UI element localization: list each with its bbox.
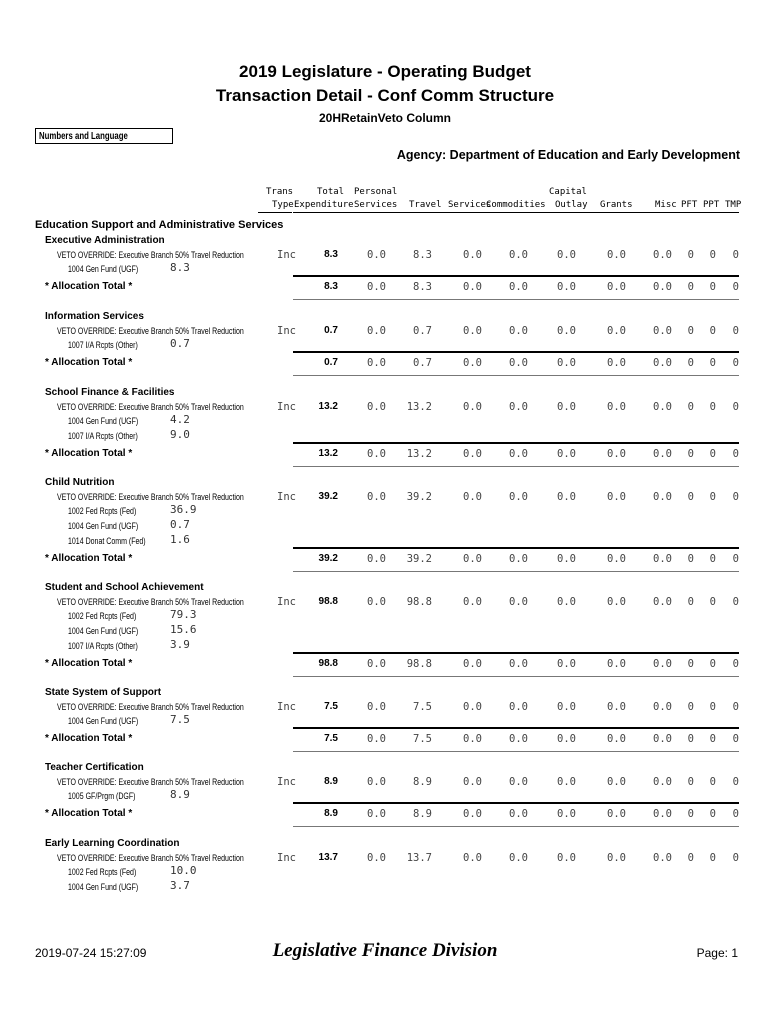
trans-type: Inc bbox=[277, 596, 296, 608]
cell-ppt: 0 bbox=[709, 491, 716, 503]
total-personal: 0.0 bbox=[367, 357, 386, 369]
cell-capital: 0.0 bbox=[557, 249, 576, 261]
header-underline bbox=[293, 212, 739, 213]
cell-commodities: 0.0 bbox=[509, 776, 528, 788]
total-capital: 0.0 bbox=[557, 733, 576, 745]
total-services: 0.0 bbox=[463, 658, 482, 670]
total-ppt: 0 bbox=[709, 281, 716, 293]
allocation-total-row bbox=[0, 733, 770, 747]
cell-total: 39.2 bbox=[318, 491, 338, 502]
transaction-row bbox=[0, 596, 770, 610]
cell-travel: 8.9 bbox=[413, 776, 432, 788]
fund-amount: 3.9 bbox=[170, 638, 190, 651]
fund-amount: 0.7 bbox=[170, 518, 190, 531]
total-misc: 0.0 bbox=[653, 808, 672, 820]
total-commodities: 0.0 bbox=[509, 808, 528, 820]
fund-source: 1004 Gen Fund (UGF) bbox=[68, 882, 139, 892]
total-travel: 0.7 bbox=[413, 357, 432, 369]
cell-tmp: 0 bbox=[732, 325, 739, 337]
trans-type: Inc bbox=[277, 401, 296, 413]
cell-misc: 0.0 bbox=[653, 249, 672, 261]
transaction-row bbox=[0, 701, 770, 715]
allocation-total-row bbox=[0, 357, 770, 371]
cell-personal: 0.0 bbox=[367, 249, 386, 261]
fund-source: 1004 Gen Fund (UGF) bbox=[68, 264, 139, 274]
total-rule bbox=[293, 802, 739, 804]
total-total: 8.9 bbox=[324, 808, 338, 819]
col-total-1: Total bbox=[317, 187, 345, 197]
transaction-description: VETO OVERRIDE: Executive Branch 50% Travel Reduction bbox=[57, 597, 244, 607]
col-misc: Misc bbox=[655, 200, 677, 210]
cell-tmp: 0 bbox=[732, 249, 739, 261]
report-title: 2019 Legislature - Operating Budget bbox=[239, 62, 531, 81]
total-tmp: 0 bbox=[732, 808, 739, 820]
total-pft: 0 bbox=[687, 808, 694, 820]
cell-grants: 0.0 bbox=[607, 596, 626, 608]
cell-grants: 0.0 bbox=[607, 325, 626, 337]
total-pft: 0 bbox=[687, 448, 694, 460]
cell-capital: 0.0 bbox=[557, 491, 576, 503]
cell-tmp: 0 bbox=[732, 701, 739, 713]
cell-misc: 0.0 bbox=[653, 491, 672, 503]
cell-grants: 0.0 bbox=[607, 401, 626, 413]
total-services: 0.0 bbox=[463, 808, 482, 820]
tab-label: Numbers and Language bbox=[39, 131, 128, 142]
cell-personal: 0.0 bbox=[367, 325, 386, 337]
col-commodities: Commodities bbox=[486, 200, 546, 210]
fund-amount: 79.3 bbox=[170, 608, 197, 621]
cell-capital: 0.0 bbox=[557, 701, 576, 713]
cell-commodities: 0.0 bbox=[509, 491, 528, 503]
total-underline bbox=[293, 466, 739, 467]
allocation-name: State System of Support bbox=[45, 687, 162, 698]
cell-travel: 39.2 bbox=[406, 491, 432, 503]
total-commodities: 0.0 bbox=[509, 357, 528, 369]
total-total: 0.7 bbox=[324, 357, 338, 368]
cell-misc: 0.0 bbox=[653, 701, 672, 713]
col-capital-2: Outlay bbox=[555, 200, 588, 210]
transaction-description: VETO OVERRIDE: Executive Branch 50% Travel Reduction bbox=[57, 853, 244, 863]
total-personal: 0.0 bbox=[367, 448, 386, 460]
cell-total: 8.3 bbox=[324, 249, 338, 260]
cell-ppt: 0 bbox=[709, 701, 716, 713]
cell-services: 0.0 bbox=[463, 491, 482, 503]
cell-personal: 0.0 bbox=[367, 491, 386, 503]
total-pft: 0 bbox=[687, 357, 694, 369]
transaction-row bbox=[0, 325, 770, 339]
fund-amount: 36.9 bbox=[170, 503, 197, 516]
total-ppt: 0 bbox=[709, 808, 716, 820]
cell-pft: 0 bbox=[687, 701, 694, 713]
cell-grants: 0.0 bbox=[607, 491, 626, 503]
transaction-description: VETO OVERRIDE: Executive Branch 50% Travel Reduction bbox=[57, 326, 244, 336]
agency-title: Agency: Department of Education and Early Development bbox=[396, 148, 740, 162]
fund-amount: 8.9 bbox=[170, 788, 190, 801]
total-rule bbox=[293, 547, 739, 549]
total-rule bbox=[293, 442, 739, 444]
cell-grants: 0.0 bbox=[607, 249, 626, 261]
cell-commodities: 0.0 bbox=[509, 701, 528, 713]
cell-travel: 13.7 bbox=[406, 852, 432, 864]
cell-pft: 0 bbox=[687, 776, 694, 788]
allocation-total-label: * Allocation Total * bbox=[45, 448, 133, 459]
allocation-total-row bbox=[0, 808, 770, 822]
allocation-name: Student and School Achievement bbox=[45, 582, 204, 593]
cell-ppt: 0 bbox=[709, 401, 716, 413]
allocation-name: Information Services bbox=[45, 311, 144, 322]
transaction-description: VETO OVERRIDE: Executive Branch 50% Travel Reduction bbox=[57, 250, 244, 260]
total-pft: 0 bbox=[687, 733, 694, 745]
cell-travel: 8.3 bbox=[413, 249, 432, 261]
allocation-name: Early Learning Coordination bbox=[45, 838, 180, 849]
total-grants: 0.0 bbox=[607, 808, 626, 820]
total-personal: 0.0 bbox=[367, 281, 386, 293]
fund-source: 1004 Gen Fund (UGF) bbox=[68, 626, 139, 636]
total-services: 0.0 bbox=[463, 448, 482, 460]
total-underline bbox=[293, 299, 739, 300]
fund-amount: 0.7 bbox=[170, 337, 190, 350]
total-total: 98.8 bbox=[318, 658, 338, 669]
allocation-total-label: * Allocation Total * bbox=[45, 733, 133, 744]
cell-personal: 0.0 bbox=[367, 401, 386, 413]
allocation-total-label: * Allocation Total * bbox=[45, 553, 133, 564]
footer-timestamp: 2019-07-24 15:27:09 bbox=[35, 946, 147, 960]
cell-personal: 0.0 bbox=[367, 852, 386, 864]
cell-services: 0.0 bbox=[463, 249, 482, 261]
cell-pft: 0 bbox=[687, 596, 694, 608]
footer-page-number: Page: 1 bbox=[696, 946, 738, 960]
cell-ppt: 0 bbox=[709, 596, 716, 608]
total-commodities: 0.0 bbox=[509, 281, 528, 293]
cell-grants: 0.0 bbox=[607, 852, 626, 864]
transaction-row bbox=[0, 249, 770, 263]
fund-source: 1014 Donat Comm (Fed) bbox=[68, 536, 146, 546]
cell-ppt: 0 bbox=[709, 249, 716, 261]
col-trans-1: Trans bbox=[266, 187, 294, 197]
trans-type: Inc bbox=[277, 325, 296, 337]
total-grants: 0.0 bbox=[607, 448, 626, 460]
transaction-description: VETO OVERRIDE: Executive Branch 50% Travel Reduction bbox=[57, 402, 244, 412]
fund-amount: 8.3 bbox=[170, 261, 190, 274]
total-tmp: 0 bbox=[732, 448, 739, 460]
total-underline bbox=[293, 375, 739, 376]
fund-source: 1002 Fed Rcpts (Fed) bbox=[68, 867, 137, 877]
cell-pft: 0 bbox=[687, 325, 694, 337]
cell-capital: 0.0 bbox=[557, 401, 576, 413]
allocation-total-label: * Allocation Total * bbox=[45, 281, 133, 292]
total-travel: 13.2 bbox=[406, 448, 432, 460]
fund-amount: 4.2 bbox=[170, 413, 190, 426]
fund-source: 1002 Fed Rcpts (Fed) bbox=[68, 611, 137, 621]
total-ppt: 0 bbox=[709, 357, 716, 369]
allocation-total-label: * Allocation Total * bbox=[45, 357, 133, 368]
cell-services: 0.0 bbox=[463, 325, 482, 337]
fund-amount: 9.0 bbox=[170, 428, 190, 441]
cell-services: 0.0 bbox=[463, 596, 482, 608]
total-total: 7.5 bbox=[324, 733, 338, 744]
fund-source: 1007 I/A Rcpts (Other) bbox=[68, 431, 138, 441]
cell-travel: 98.8 bbox=[406, 596, 432, 608]
cell-pft: 0 bbox=[687, 852, 694, 864]
cell-ppt: 0 bbox=[709, 325, 716, 337]
cell-capital: 0.0 bbox=[557, 325, 576, 337]
total-personal: 0.0 bbox=[367, 553, 386, 565]
cell-personal: 0.0 bbox=[367, 596, 386, 608]
header-underline bbox=[258, 212, 292, 213]
cell-commodities: 0.0 bbox=[509, 401, 528, 413]
transaction-description: VETO OVERRIDE: Executive Branch 50% Travel Reduction bbox=[57, 702, 244, 712]
total-travel: 8.9 bbox=[413, 808, 432, 820]
transaction-row bbox=[0, 852, 770, 866]
total-commodities: 0.0 bbox=[509, 448, 528, 460]
total-misc: 0.0 bbox=[653, 448, 672, 460]
cell-capital: 0.0 bbox=[557, 596, 576, 608]
cell-misc: 0.0 bbox=[653, 776, 672, 788]
cell-commodities: 0.0 bbox=[509, 249, 528, 261]
col-grants: Grants bbox=[600, 200, 633, 210]
cell-misc: 0.0 bbox=[653, 852, 672, 864]
total-misc: 0.0 bbox=[653, 733, 672, 745]
col-personal-1: Personal bbox=[354, 187, 398, 197]
allocation-total-row bbox=[0, 553, 770, 567]
cell-total: 0.7 bbox=[324, 325, 338, 336]
transaction-row bbox=[0, 401, 770, 415]
cell-pft: 0 bbox=[687, 401, 694, 413]
fund-source: 1005 GF/Prgm (DGF) bbox=[68, 791, 136, 801]
total-pft: 0 bbox=[687, 658, 694, 670]
fund-source: 1004 Gen Fund (UGF) bbox=[68, 716, 139, 726]
column-name: 20HRetainVeto Column bbox=[318, 111, 452, 125]
transaction-row bbox=[0, 491, 770, 505]
cell-capital: 0.0 bbox=[557, 852, 576, 864]
cell-misc: 0.0 bbox=[653, 596, 672, 608]
total-travel: 7.5 bbox=[413, 733, 432, 745]
total-grants: 0.0 bbox=[607, 733, 626, 745]
transaction-description: VETO OVERRIDE: Executive Branch 50% Travel Reduction bbox=[57, 492, 244, 502]
cell-tmp: 0 bbox=[732, 852, 739, 864]
total-grants: 0.0 bbox=[607, 357, 626, 369]
fund-source: 1002 Fed Rcpts (Fed) bbox=[68, 506, 137, 516]
cell-services: 0.0 bbox=[463, 701, 482, 713]
total-capital: 0.0 bbox=[557, 281, 576, 293]
fund-source: 1007 I/A Rcpts (Other) bbox=[68, 641, 138, 651]
total-services: 0.0 bbox=[463, 733, 482, 745]
total-tmp: 0 bbox=[732, 357, 739, 369]
total-personal: 0.0 bbox=[367, 658, 386, 670]
cell-grants: 0.0 bbox=[607, 701, 626, 713]
trans-type: Inc bbox=[277, 776, 296, 788]
cell-misc: 0.0 bbox=[653, 401, 672, 413]
total-personal: 0.0 bbox=[367, 733, 386, 745]
trans-type: Inc bbox=[277, 852, 296, 864]
cell-services: 0.0 bbox=[463, 852, 482, 864]
total-rule bbox=[293, 652, 739, 654]
total-travel: 39.2 bbox=[406, 553, 432, 565]
cell-tmp: 0 bbox=[732, 491, 739, 503]
total-services: 0.0 bbox=[463, 357, 482, 369]
fund-source: 1004 Gen Fund (UGF) bbox=[68, 521, 139, 531]
fund-source: 1004 Gen Fund (UGF) bbox=[68, 416, 139, 426]
cell-ppt: 0 bbox=[709, 776, 716, 788]
cell-total: 7.5 bbox=[324, 701, 338, 712]
cell-tmp: 0 bbox=[732, 776, 739, 788]
allocation-name: School Finance & Facilities bbox=[45, 387, 175, 398]
total-travel: 8.3 bbox=[413, 281, 432, 293]
total-misc: 0.0 bbox=[653, 553, 672, 565]
cell-services: 0.0 bbox=[463, 401, 482, 413]
trans-type: Inc bbox=[277, 491, 296, 503]
total-total: 13.2 bbox=[318, 448, 338, 459]
cell-pft: 0 bbox=[687, 249, 694, 261]
total-capital: 0.0 bbox=[557, 553, 576, 565]
fund-source: 1007 I/A Rcpts (Other) bbox=[68, 340, 138, 350]
total-grants: 0.0 bbox=[607, 658, 626, 670]
cell-capital: 0.0 bbox=[557, 776, 576, 788]
total-rule bbox=[293, 275, 739, 277]
total-capital: 0.0 bbox=[557, 448, 576, 460]
cell-total: 98.8 bbox=[318, 596, 338, 607]
total-tmp: 0 bbox=[732, 553, 739, 565]
total-personal: 0.0 bbox=[367, 808, 386, 820]
transaction-description: VETO OVERRIDE: Executive Branch 50% Travel Reduction bbox=[57, 777, 244, 787]
footer-division: Legislative Finance Division bbox=[272, 940, 498, 961]
cell-pft: 0 bbox=[687, 491, 694, 503]
cell-grants: 0.0 bbox=[607, 776, 626, 788]
total-misc: 0.0 bbox=[653, 281, 672, 293]
total-rule bbox=[293, 727, 739, 729]
cell-total: 13.7 bbox=[318, 852, 338, 863]
report-subtitle: Transaction Detail - Conf Comm Structure bbox=[215, 86, 555, 105]
allocation-name: Child Nutrition bbox=[45, 477, 115, 488]
cell-total: 13.2 bbox=[318, 401, 338, 412]
cell-personal: 0.0 bbox=[367, 701, 386, 713]
col-capital-1: Capital bbox=[549, 187, 587, 197]
total-total: 39.2 bbox=[318, 553, 338, 564]
total-misc: 0.0 bbox=[653, 658, 672, 670]
cell-travel: 13.2 bbox=[406, 401, 432, 413]
numbers-language-tab[interactable] bbox=[35, 128, 173, 144]
total-ppt: 0 bbox=[709, 553, 716, 565]
cell-travel: 0.7 bbox=[413, 325, 432, 337]
total-capital: 0.0 bbox=[557, 808, 576, 820]
col-total-2: Expenditure bbox=[294, 200, 354, 210]
cell-commodities: 0.0 bbox=[509, 852, 528, 864]
cell-commodities: 0.0 bbox=[509, 596, 528, 608]
total-pft: 0 bbox=[687, 281, 694, 293]
total-services: 0.0 bbox=[463, 553, 482, 565]
total-travel: 98.8 bbox=[406, 658, 432, 670]
total-capital: 0.0 bbox=[557, 658, 576, 670]
col-tmp: TMP bbox=[725, 200, 742, 210]
total-total: 8.3 bbox=[324, 281, 338, 292]
allocation-total-label: * Allocation Total * bbox=[45, 808, 133, 819]
cell-travel: 7.5 bbox=[413, 701, 432, 713]
total-underline bbox=[293, 676, 739, 677]
total-underline bbox=[293, 826, 739, 827]
total-commodities: 0.0 bbox=[509, 553, 528, 565]
total-grants: 0.0 bbox=[607, 281, 626, 293]
allocation-total-label: * Allocation Total * bbox=[45, 658, 133, 669]
cell-tmp: 0 bbox=[732, 401, 739, 413]
cell-total: 8.9 bbox=[324, 776, 338, 787]
total-pft: 0 bbox=[687, 553, 694, 565]
total-underline bbox=[293, 571, 739, 572]
fund-amount: 10.0 bbox=[170, 864, 197, 877]
total-tmp: 0 bbox=[732, 658, 739, 670]
total-ppt: 0 bbox=[709, 733, 716, 745]
allocation-total-row bbox=[0, 448, 770, 462]
total-underline bbox=[293, 751, 739, 752]
fund-amount: 15.6 bbox=[170, 623, 197, 636]
cell-personal: 0.0 bbox=[367, 776, 386, 788]
fund-amount: 3.7 bbox=[170, 879, 190, 892]
trans-type: Inc bbox=[277, 249, 296, 261]
cell-tmp: 0 bbox=[732, 596, 739, 608]
cell-commodities: 0.0 bbox=[509, 325, 528, 337]
total-ppt: 0 bbox=[709, 448, 716, 460]
col-personal-2: Services bbox=[354, 200, 398, 210]
total-rule bbox=[293, 351, 739, 353]
section-title: Education Support and Administrative Services bbox=[35, 219, 284, 231]
total-tmp: 0 bbox=[732, 281, 739, 293]
trans-type: Inc bbox=[277, 701, 296, 713]
transaction-row bbox=[0, 776, 770, 790]
cell-ppt: 0 bbox=[709, 852, 716, 864]
col-trans-2: Type bbox=[272, 200, 294, 210]
total-services: 0.0 bbox=[463, 281, 482, 293]
total-tmp: 0 bbox=[732, 733, 739, 745]
total-grants: 0.0 bbox=[607, 553, 626, 565]
cell-services: 0.0 bbox=[463, 776, 482, 788]
fund-amount: 7.5 bbox=[170, 713, 190, 726]
total-commodities: 0.0 bbox=[509, 658, 528, 670]
allocation-total-row bbox=[0, 658, 770, 672]
fund-amount: 1.6 bbox=[170, 533, 190, 546]
total-capital: 0.0 bbox=[557, 357, 576, 369]
allocation-name: Teacher Certification bbox=[45, 762, 144, 773]
allocation-total-row bbox=[0, 281, 770, 295]
col-services: Services bbox=[448, 200, 492, 210]
col-travel: Travel bbox=[409, 200, 442, 210]
col-pft: PFT bbox=[681, 200, 698, 210]
total-ppt: 0 bbox=[709, 658, 716, 670]
col-ppt: PPT bbox=[703, 200, 720, 210]
allocation-name: Executive Administration bbox=[45, 235, 165, 246]
cell-misc: 0.0 bbox=[653, 325, 672, 337]
total-commodities: 0.0 bbox=[509, 733, 528, 745]
total-misc: 0.0 bbox=[653, 357, 672, 369]
